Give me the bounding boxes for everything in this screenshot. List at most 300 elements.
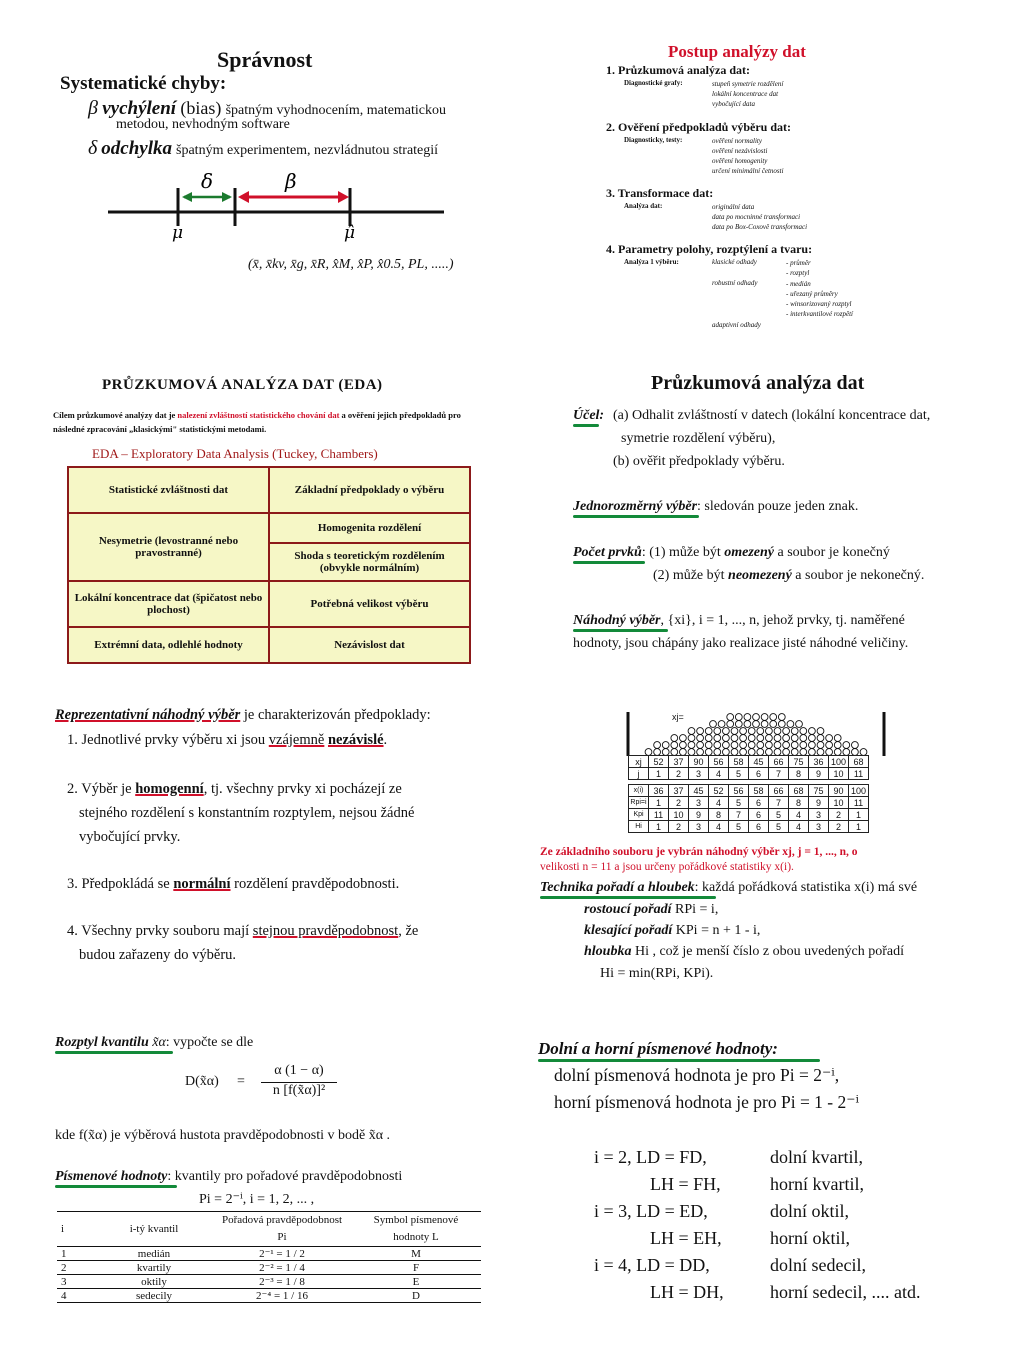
pismenove-heading — [55, 1169, 402, 1188]
table-cell: 11 — [849, 768, 869, 780]
pyramid-dot — [791, 742, 798, 749]
table-row — [57, 1261, 481, 1275]
pyramid-dot — [774, 742, 781, 749]
step3: 3. Transformace dat: — [606, 186, 714, 200]
klesajici-formula: KPi = n + 1 - i, — [675, 923, 761, 938]
step4-item: - interkvantilové rozpětí — [786, 310, 853, 318]
table-cell: 90 — [829, 785, 849, 797]
step1-item: lokální koncentrace dat — [712, 90, 779, 98]
ucel-underline — [573, 424, 599, 427]
panel-dolni-horni — [538, 1037, 1008, 1337]
pyramid-dot — [731, 742, 738, 749]
table-cell: 8 — [789, 768, 809, 780]
formula-numerator: α (1 − α) — [274, 1063, 324, 1078]
beta-term: vychýlení — [102, 98, 177, 119]
repr-term: Reprezentativní náhodný výběr — [55, 707, 241, 723]
pyramid-dot — [688, 742, 695, 749]
letter-value-name: dolní sedecil, — [770, 1255, 866, 1275]
letter-value-name: dolní oktil, — [770, 1201, 850, 1221]
repr-item-4-text: 4. Všechny prvky souboru mají — [67, 923, 250, 939]
table-cell: 4 — [789, 809, 809, 821]
eda-intro-1: Cílem průzkumové analýzy dat je — [53, 410, 176, 420]
formula-left: D(x̃α) — [185, 1074, 219, 1089]
table-cell: 1 — [849, 809, 869, 821]
pyramid-dot — [688, 728, 695, 735]
eda-title: PRŮZKUMOVÁ ANALÝZA DAT (EDA) — [102, 377, 383, 393]
table-cell: medián — [137, 1247, 171, 1260]
neomezeny: neomezený — [728, 568, 792, 583]
pocet-prvku — [573, 545, 890, 564]
table-cell: 66 — [769, 756, 789, 768]
pyramid-dot — [740, 728, 747, 735]
repr-item-1-nezavisle: nezávislé — [327, 732, 384, 748]
step1-item: vybočující data — [712, 100, 755, 108]
order-label: Hi — [629, 821, 649, 833]
order-label: Kpi — [629, 809, 649, 821]
table-cell: 2⁻¹ = 1 / 2 — [259, 1248, 305, 1260]
technika-text: : každá pořádková statistika x(i) má své — [694, 880, 918, 895]
pyramid-dot — [778, 721, 785, 728]
pyramid-dot — [697, 735, 704, 742]
pyramid-dot — [852, 742, 859, 749]
table-cell: 1 — [649, 768, 669, 780]
step1-label: Diagnostické grafy: — [624, 79, 683, 87]
eda-cell: Homogenita rozdělení — [269, 513, 470, 543]
table-row — [57, 1289, 481, 1303]
red-intro-2: velikosti n = 11 a jsou určeny pořádkové statistiky x(i). — [540, 861, 794, 873]
pyramid-dot — [783, 735, 790, 742]
pocet-prvku-2 — [653, 568, 924, 584]
pyramid-dot — [714, 728, 721, 735]
pyramid-dot — [688, 735, 695, 742]
pyramid-dot — [826, 742, 833, 749]
pyramid-dot — [791, 728, 798, 735]
table-cell: 6 — [749, 797, 769, 809]
klesajici-line — [584, 923, 760, 939]
step4-item: - medián — [786, 280, 811, 288]
pyramid-dot — [714, 742, 721, 749]
dolni-line: dolní písmenová hodnota je pro Pi = 2⁻ⁱ, — [554, 1065, 840, 1085]
pyramid-dot — [774, 735, 781, 742]
technika-line — [540, 880, 917, 899]
step4-group2-items — [786, 279, 853, 319]
panel-technika — [538, 708, 1008, 998]
delta-line — [88, 137, 438, 160]
step2-item: ověření normality — [712, 137, 762, 145]
repr-item-4 — [67, 923, 418, 940]
quantile-table — [57, 1211, 481, 1303]
hloubka-term: hloubka — [584, 944, 632, 959]
repr-heading — [55, 707, 431, 724]
table-cell: 2 — [669, 768, 689, 780]
table-cell: 10 — [829, 768, 849, 780]
delta-desc: špatným experimentem, nezvládnutou strategií — [176, 143, 439, 158]
table-cell: 68 — [789, 785, 809, 797]
nahodny-vyber — [573, 613, 905, 632]
nahodny-text-2: hodnoty, jsou chápány jako realizace jisté náhodné veličiny. — [573, 636, 909, 651]
table-cell: M — [411, 1247, 421, 1260]
step2-item: ověření homogenity — [712, 157, 768, 165]
panel-eda — [50, 375, 490, 665]
ucel-label — [573, 408, 604, 427]
pyramid-dot — [735, 721, 742, 728]
table-cell: 3 — [809, 809, 829, 821]
pocet-term: Počet prvků — [573, 545, 642, 560]
order-table — [628, 784, 869, 833]
dolni-horni-underline — [538, 1059, 820, 1062]
pyramid-dot — [710, 721, 717, 728]
pyramid-dot — [787, 721, 794, 728]
hloubka-text: Hi , což je menší číslo z obou uvedených pořadí — [634, 944, 905, 959]
pyramid-dot — [809, 728, 816, 735]
pyramid-dot — [834, 735, 841, 742]
table-cell: 75 — [809, 785, 829, 797]
repr-item-3 — [67, 876, 399, 893]
table-cell: 2 — [829, 821, 849, 833]
pyramid-dot — [671, 735, 678, 742]
table-cell: kvartily — [136, 1261, 172, 1274]
pyramid-dot — [748, 742, 755, 749]
table-cell: 3 — [689, 768, 709, 780]
table-cell: 2 — [669, 821, 689, 833]
pyramid-dot — [761, 721, 768, 728]
pyramid-dot — [723, 742, 730, 749]
pyramid-dot — [770, 714, 777, 721]
rozptyl-text: : vypočte se dle — [165, 1035, 254, 1050]
table-cell: 4 — [709, 768, 729, 780]
repr-item-4-line2: budou zařazeny do výběru. — [79, 947, 237, 963]
spravnost-subtitle: Systematické chyby: — [60, 73, 227, 94]
technika-underline — [540, 896, 716, 899]
quantile-table-body — [57, 1247, 481, 1303]
pyramid-dot — [761, 714, 768, 721]
pyramid-dot — [705, 742, 712, 749]
pyramid-dot — [744, 714, 751, 721]
repr-item-2-line3: vybočující prvky. — [79, 829, 181, 845]
sample-row-j — [629, 768, 869, 780]
omezeny: omezený — [724, 545, 775, 560]
table-cell: 45 — [749, 756, 769, 768]
table-cell: 58 — [729, 756, 749, 768]
pyramid-dot — [757, 728, 764, 735]
eda-intro-red: nalezení zvláštností statistického chování dat — [177, 410, 340, 420]
order-label: x(i) — [629, 785, 649, 797]
table-cell: 6 — [749, 809, 769, 821]
rozptyl-term: Rozptyl kvantilu — [55, 1035, 149, 1050]
ucel-text: Účel: — [573, 408, 605, 423]
table-cell: 1 — [849, 821, 869, 833]
table-cell: 66 — [769, 785, 789, 797]
table-cell: 7 — [769, 768, 789, 780]
table-cell: 68 — [849, 756, 869, 768]
table-cell: 1 — [649, 821, 669, 833]
ucel-a: (a) Odhalit zvláštností v datech (lokální koncentrace dat, — [613, 408, 931, 423]
pyramid-dot — [680, 735, 687, 742]
pyramid-dot — [817, 728, 824, 735]
table-cell: 2 — [61, 1261, 67, 1274]
pyramid-dot — [766, 742, 773, 749]
table-cell: 5 — [729, 768, 749, 780]
nahodny-underline — [573, 629, 668, 632]
step2-label: Diagnosticky, testy: — [624, 136, 683, 144]
letter-value-formula: LH = FH, — [650, 1174, 721, 1194]
diagram-beta-label: β — [285, 170, 297, 193]
letter-value-name: dolní kvartil, — [770, 1147, 863, 1167]
pyramid-dot — [778, 714, 785, 721]
step3-item: data po Box-Coxově transformaci — [712, 223, 808, 231]
panel-pruzkumova — [565, 372, 1015, 672]
pyramid-dot — [718, 721, 725, 728]
table-cell: 1 — [61, 1247, 67, 1260]
table-cell: 75 — [789, 756, 809, 768]
pyramid-dot — [800, 728, 807, 735]
rostouci-line — [584, 902, 718, 918]
letter-value-formula: i = 4, LD = DD, — [594, 1255, 710, 1275]
table-cell: 2 — [669, 797, 689, 809]
step2-item: určení minimální četnosti — [712, 167, 784, 175]
eda-cell: Extrémní data, odlehlé hodnoty — [68, 627, 269, 663]
table-cell: 9 — [689, 809, 709, 821]
pyramid-dot — [809, 735, 816, 742]
table-cell: 5 — [769, 821, 789, 833]
table-cell: 10 — [829, 797, 849, 809]
pyramid-dot — [735, 714, 742, 721]
pyramid-dot — [740, 735, 747, 742]
pyramid-dot — [697, 742, 704, 749]
table-cell: 4 — [789, 821, 809, 833]
table-cell: 7 — [729, 809, 749, 821]
order-row-r — [629, 797, 869, 809]
table-cell: 11 — [849, 797, 869, 809]
rostouci-term: rostoucí pořadí — [584, 902, 672, 917]
table-cell: 5 — [769, 809, 789, 821]
table-cell: 3 — [689, 821, 709, 833]
panel-reprezentativni — [55, 705, 495, 975]
pyramid-dot — [796, 721, 803, 728]
repr-item-2 — [67, 781, 402, 798]
pyramid-dot — [770, 721, 777, 728]
pismenove-text: : kvantily pro pořadové pravděpodobnosti — [167, 1169, 403, 1184]
kde-text: kde f(x̃α) je výběrová hustota pravděpodobnosti v bodě x̃α . — [55, 1128, 391, 1143]
formula-denominator: n [f(x̃α)]² — [272, 1083, 326, 1098]
eda-cell: Potřebná velikost výběru — [269, 581, 470, 627]
pyramid-dot — [697, 728, 704, 735]
hloubka-formula: Hi = min(RPi, KPi). — [600, 966, 714, 981]
pyramid-dot — [783, 728, 790, 735]
jednorozmerny-text: : sledován pouze jeden znak. — [697, 499, 859, 514]
repr-item-3-text2: rozdělení pravděpodobnosti. — [234, 876, 400, 892]
table-cell: 100 — [829, 756, 849, 768]
pruzkumova-title: Průzkumová analýza dat — [651, 372, 865, 394]
repr-item-3-text: 3. Předpokládá se — [67, 876, 170, 892]
table-cell: 37 — [669, 756, 689, 768]
letter-value-name: horní kvartil, — [770, 1174, 864, 1194]
pyramid-dot — [757, 742, 764, 749]
pocet-text3: (2) může být — [653, 568, 725, 583]
repr-item-2-text: 2. Výběr je — [67, 781, 132, 797]
beta-desc: špatným vyhodnocením, matematickou — [225, 103, 447, 118]
step3-item: data po mocninné transformaci — [712, 213, 801, 221]
pyramid-dot — [834, 742, 841, 749]
beta-desc-2: metodou, nevhodným software — [116, 117, 290, 132]
pyramid-dot — [766, 728, 773, 735]
pyramid-dot — [654, 742, 661, 749]
sample-row-xj — [629, 756, 869, 768]
jednorozmerny-term: Jednorozměrný výběr — [573, 499, 698, 514]
table-cell: E — [412, 1275, 420, 1288]
table-cell: 52 — [709, 785, 729, 797]
eda-cell: Nesymetrie (levostranné nebo pravostranné) — [68, 513, 269, 581]
pismenove-term: Písmenové hodnoty — [55, 1169, 168, 1184]
repr-text: je charakterizován předpoklady: — [243, 707, 431, 723]
letter-value-name: horní oktil, — [770, 1228, 850, 1248]
table-cell: 2⁻³ = 1 / 8 — [259, 1276, 305, 1288]
table-row — [57, 1275, 481, 1289]
qt-header-kvantil: i-tý kvantil — [129, 1223, 179, 1235]
step4-group2: robustní odhady — [712, 279, 758, 287]
sample-label: xj — [629, 756, 649, 768]
table-cell: 2 — [829, 809, 849, 821]
table-cell: 100 — [849, 785, 869, 797]
repr-item-2-text2: , tj. všechny prvky xi pocházejí ze — [203, 781, 402, 797]
rozptyl-symbol: x̃α — [152, 1035, 166, 1050]
pyramid-dot — [723, 728, 730, 735]
repr-item-4-stejnou: stejnou pravděpodobnost — [252, 923, 399, 939]
ucel-a2: symetrie rozdělení výběru), — [621, 431, 776, 446]
repr-item-3-normalni: normální — [173, 876, 231, 892]
pyramid-dot — [753, 721, 760, 728]
pyramid-dot — [826, 735, 833, 742]
pismenove-formula: Pi = 2⁻ⁱ, i = 1, 2, ... , — [199, 1192, 315, 1207]
step4: 4. Parametry polohy, rozptýlení a tvaru: — [606, 242, 813, 256]
eda-cell: Shoda s teoretickým rozdělením (obvykle normálním) — [269, 543, 470, 581]
table-cell: 1 — [649, 797, 669, 809]
table-cell: 9 — [809, 797, 829, 809]
table-cell: 8 — [709, 809, 729, 821]
order-row-h — [629, 821, 869, 833]
table-cell: 58 — [749, 785, 769, 797]
table-cell: 5 — [729, 797, 749, 809]
nahodny-text: , {xi}, i = 1, ..., n, jehož prvky, tj. naměřené — [660, 613, 905, 628]
table-cell: 6 — [749, 821, 769, 833]
table-cell: 2⁻⁴ = 1 / 16 — [256, 1290, 308, 1302]
pismenove-underline — [55, 1185, 177, 1188]
step4-group3: adaptivní odhady — [712, 321, 761, 329]
pyramid-dot — [680, 742, 687, 749]
red-intro-1: Ze základního souboru je vybrán náhodný výběr xj, j = 1, ..., n, o — [540, 846, 858, 858]
beta-symbol: β — [88, 97, 98, 119]
pyramid-dot — [766, 735, 773, 742]
step3-label: Analýza dat: — [624, 202, 663, 210]
pyramid-dot — [705, 728, 712, 735]
eda-intro-2: a ověření jejich předpokladů pro následné zpracování „klasickými" statistickými metodami. — [53, 410, 461, 434]
diagram-mu-label: μ — [172, 223, 184, 243]
step4-item: - průměr — [786, 259, 811, 267]
table-cell: 90 — [689, 756, 709, 768]
pocet-text1: : (1) může být — [641, 545, 721, 560]
step2-item: ověření nezávislosti — [712, 147, 768, 155]
diagram-delta-label: δ — [201, 170, 214, 193]
table-cell: 8 — [789, 797, 809, 809]
table-cell: 10 — [669, 809, 689, 821]
repr-item-2-homogenni: homogenní — [135, 781, 204, 797]
repr-item-4-text2: , že — [398, 923, 419, 939]
repr-item-1-text: 1. Jednotlivé prvky výběru xi jsou — [67, 732, 266, 748]
pocet-underline — [573, 561, 645, 564]
diagram-muhat-label: μ̂ — [344, 223, 356, 243]
repr-item-2-line2: stejného rozdělení s konstantním rozptylem, nejsou žádné — [79, 805, 415, 821]
pyramid-dot — [817, 742, 824, 749]
step2: 2. Ověření předpokladů výběru dat: — [606, 120, 792, 134]
step4-label: Analýza 1 výběru: — [624, 258, 679, 266]
pyramid-dot — [731, 728, 738, 735]
jednorozmerny — [573, 499, 858, 518]
pyramid-dot — [731, 735, 738, 742]
dot-pyramid-diagram — [622, 708, 902, 756]
eda-table — [67, 466, 471, 664]
table-cell: 3 — [61, 1275, 67, 1288]
sample-table — [628, 755, 869, 780]
qt-header-symbol: Symbol písmenové hodnoty L — [373, 1214, 459, 1243]
pyramid-dot — [757, 735, 764, 742]
pyramid-dot — [748, 728, 755, 735]
table-cell: oktily — [141, 1275, 167, 1288]
pyramid-dot — [748, 735, 755, 742]
step4-item: - uřezaný průměry — [786, 290, 838, 298]
table-cell: 3 — [689, 797, 709, 809]
eda-subtitle: EDA – Exploratory Data Analysis (Tuckey, Chambers) — [92, 446, 378, 461]
table-cell: 11 — [649, 809, 669, 821]
letter-value-formula: LH = EH, — [650, 1228, 722, 1248]
sample-label: j — [629, 768, 649, 780]
delta-symbol: δ — [88, 137, 98, 159]
pocet-text2: a soubor je konečný — [777, 545, 890, 560]
table-cell: 56 — [729, 785, 749, 797]
pyramid-dot — [809, 742, 816, 749]
order-row-k — [629, 809, 869, 821]
pyramid-dot — [714, 735, 721, 742]
table-cell: 36 — [809, 756, 829, 768]
pyramid-dot — [843, 742, 850, 749]
table-cell: 37 — [669, 785, 689, 797]
letter-value-formula: i = 3, LD = ED, — [594, 1201, 708, 1221]
jednorozmerny-underline — [573, 515, 699, 518]
table-cell: sedecily — [135, 1289, 173, 1302]
hloubka-line — [584, 944, 904, 960]
klesajici-term: klesající pořadí — [584, 923, 673, 938]
repr-item-1: 1. Jednotlivé prvky výběru xi jsou vzájemně nezávislé. — [67, 732, 388, 748]
eda-cell: Lokální koncentrace dat (špičatost nebo plochost) — [68, 581, 269, 627]
qt-header-pst: Pořadová pravděpodobnost Pi — [221, 1214, 343, 1243]
eda-col2-header: Základní předpoklady o výběru — [269, 467, 470, 513]
pyramid-dot — [783, 742, 790, 749]
table-cell: 4 — [709, 821, 729, 833]
eda-intro — [53, 408, 483, 436]
rostouci-formula: RPi = i, — [675, 902, 719, 917]
pyramid-dot — [671, 742, 678, 749]
eda-col1-header: Statistické zvláštnosti dat — [68, 467, 269, 513]
step1-item: stupeň symetrie rozdělení — [712, 80, 784, 88]
table-cell: 4 — [61, 1289, 67, 1302]
pyramid-dot — [800, 735, 807, 742]
table-cell: 52 — [649, 756, 669, 768]
table-cell: 36 — [649, 785, 669, 797]
step1: 1. Průzkumová analýza dat: — [606, 63, 750, 77]
order-label: Rpi=i — [629, 797, 649, 809]
table-cell: 3 — [809, 821, 829, 833]
step1-items — [712, 79, 783, 109]
pyramid-dot — [662, 742, 669, 749]
